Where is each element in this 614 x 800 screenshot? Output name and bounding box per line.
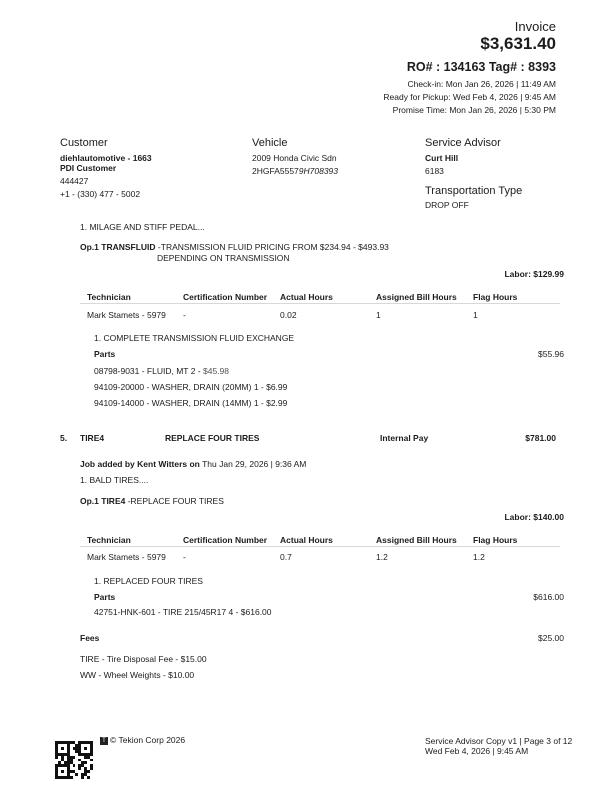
job4-th-assigned: Assigned Bill Hours xyxy=(376,292,457,302)
job5-fee-2: WW - Wheel Weights - $10.00 xyxy=(80,670,195,680)
job5-th-cert: Certification Number xyxy=(183,535,268,545)
ro-tag-line: RO# : 134163 Tag# : 8393 xyxy=(406,60,556,74)
promise-time: Promise Time: Mon Jan 26, 2026 | 5:30 PM xyxy=(392,105,556,115)
invoice-total: $3,631.40 xyxy=(480,34,556,53)
job5-fee-1: TIRE - Tire Disposal Fee - $15.00 xyxy=(80,654,207,664)
job4-operation xyxy=(80,242,389,252)
job5-th-assigned: Assigned Bill Hours xyxy=(376,535,457,545)
job4-labor: Labor: $129.99 xyxy=(504,269,564,279)
job4-th-flag: Flag Hours xyxy=(473,292,518,302)
job5-added-date: Thu Jan 29, 2026 | 9:36 AM xyxy=(202,459,307,469)
job5-total: $781.00 xyxy=(525,433,556,443)
job5-tech-assigned: 1.2 xyxy=(376,552,388,562)
job5-title: REPLACE FOUR TIRES xyxy=(165,433,260,443)
job4-parts-label: Parts xyxy=(94,349,116,359)
job4-tech-divider xyxy=(80,303,560,304)
job5-th-actual: Actual Hours xyxy=(280,535,333,545)
invoice-title: Invoice xyxy=(514,19,556,34)
vehicle-model: 2009 Honda Civic Sdn xyxy=(252,153,337,163)
job5-tech-cert: - xyxy=(183,552,186,562)
job4-th-cert: Certification Number xyxy=(183,292,268,302)
job5-correction: 1. REPLACED FOUR TIRES xyxy=(94,576,203,586)
vin-prefix: 2HGFA5557 xyxy=(252,166,299,176)
checkin-time: Check-in: Mon Jan 26, 2026 | 11:49 AM xyxy=(407,79,556,89)
job5-number: 5. xyxy=(60,433,68,443)
footer-copy-info: Service Advisor Copy v1 | Page 3 of 12 xyxy=(425,736,573,746)
job4-part-2: 94109-20000 - WASHER, DRAIN (20MM) 1 - $6.99 xyxy=(94,382,288,392)
job4-op-code: Op.1 TRANSFLUID xyxy=(80,242,156,252)
transport-heading: Transportation Type xyxy=(425,185,523,197)
job4-tech-flag: 1 xyxy=(473,310,478,320)
job4-tech-assigned: 1 xyxy=(376,310,381,320)
job4-parts-total: $55.96 xyxy=(538,349,564,359)
job5-parts-total: $616.00 xyxy=(533,592,564,602)
job5-operation xyxy=(80,496,224,506)
job5-code: TIRE4 xyxy=(80,433,105,443)
job4-th-technician: Technician xyxy=(87,292,131,302)
customer-heading: Customer xyxy=(60,137,108,149)
customer-type: PDI Customer xyxy=(60,163,117,173)
job5-added-by: Job added by Kent Witters on xyxy=(80,459,200,469)
job5-labor: Labor: $140.00 xyxy=(504,512,564,522)
job4-tech-name: Mark Stamets - 5979 xyxy=(87,310,166,320)
job5-part-1: 42751-HNK-601 - TIRE 215/45R17 4 - $616.00 xyxy=(94,607,272,617)
job4-tech-actual: 0.02 xyxy=(280,310,297,320)
job4-part-3: 94109-14000 - WASHER, DRAIN (14MM) 1 - $2.99 xyxy=(94,398,288,408)
customer-number: 444427 xyxy=(60,176,89,186)
job4-th-actual: Actual Hours xyxy=(280,292,333,302)
vehicle-vin xyxy=(252,166,338,176)
job5-added-line xyxy=(80,459,306,469)
job4-part-1-desc: 08798-9031 - FLUID, MT 2 - xyxy=(94,366,203,376)
tekion-logo-icon: T xyxy=(100,737,108,745)
job5-op-desc: -REPLACE FOUR TIRES xyxy=(125,496,224,506)
job5-tech-name: Mark Stamets - 5979 xyxy=(87,552,166,562)
job5-fees-label: Fees xyxy=(80,633,100,643)
job4-op-desc: -TRANSMISSION FLUID PRICING FROM $234.94 - $493.93 xyxy=(155,242,389,252)
footer-copyright xyxy=(100,735,185,745)
ready-for-pickup: Ready for Pickup: Wed Feb 4, 2026 | 9:45 AM xyxy=(383,92,556,102)
job5-parts-label: Parts xyxy=(94,592,116,602)
job5-tech-divider xyxy=(80,546,560,547)
job5-fees-total: $25.00 xyxy=(538,633,564,643)
job5-tech-actual: 0.7 xyxy=(280,552,292,562)
customer-name: diehlautomotive - 1663 xyxy=(60,153,152,163)
qr-code xyxy=(55,741,93,779)
job4-part-1-price: $45.98 xyxy=(202,366,229,376)
job4-part-1 xyxy=(94,366,229,376)
copyright-text: © Tekion Corp 2026 xyxy=(110,735,186,745)
advisor-name: Curt Hill xyxy=(425,153,459,163)
job4-correction: 1. COMPLETE TRANSMISSION FLUID EXCHANGE xyxy=(94,333,295,343)
customer-phone: +1 - (330) 477 - 5002 xyxy=(60,189,141,199)
advisor-heading: Service Advisor xyxy=(425,137,501,149)
job4-tech-cert: - xyxy=(183,310,186,320)
vehicle-heading: Vehicle xyxy=(252,137,288,149)
job4-concern: 1. MILAGE AND STIFF PEDAL... xyxy=(80,222,205,232)
job5-op-code: Op.1 TIRE4 xyxy=(80,496,126,506)
footer-printed-date: Wed Feb 4, 2026 | 9:45 AM xyxy=(425,746,529,756)
job5-concern: 1. BALD TIRES.... xyxy=(80,475,149,485)
transport-value: DROP OFF xyxy=(425,200,469,210)
advisor-id: 6183 xyxy=(425,166,444,176)
job5-tech-flag: 1.2 xyxy=(473,552,485,562)
vin-suffix: 9H708393 xyxy=(298,166,339,176)
job5-th-technician: Technician xyxy=(87,535,131,545)
job4-op-desc-2: DEPENDING ON TRANSMISSION xyxy=(157,253,290,263)
job5-pay-type: Internal Pay xyxy=(380,433,429,443)
job5-th-flag: Flag Hours xyxy=(473,535,518,545)
